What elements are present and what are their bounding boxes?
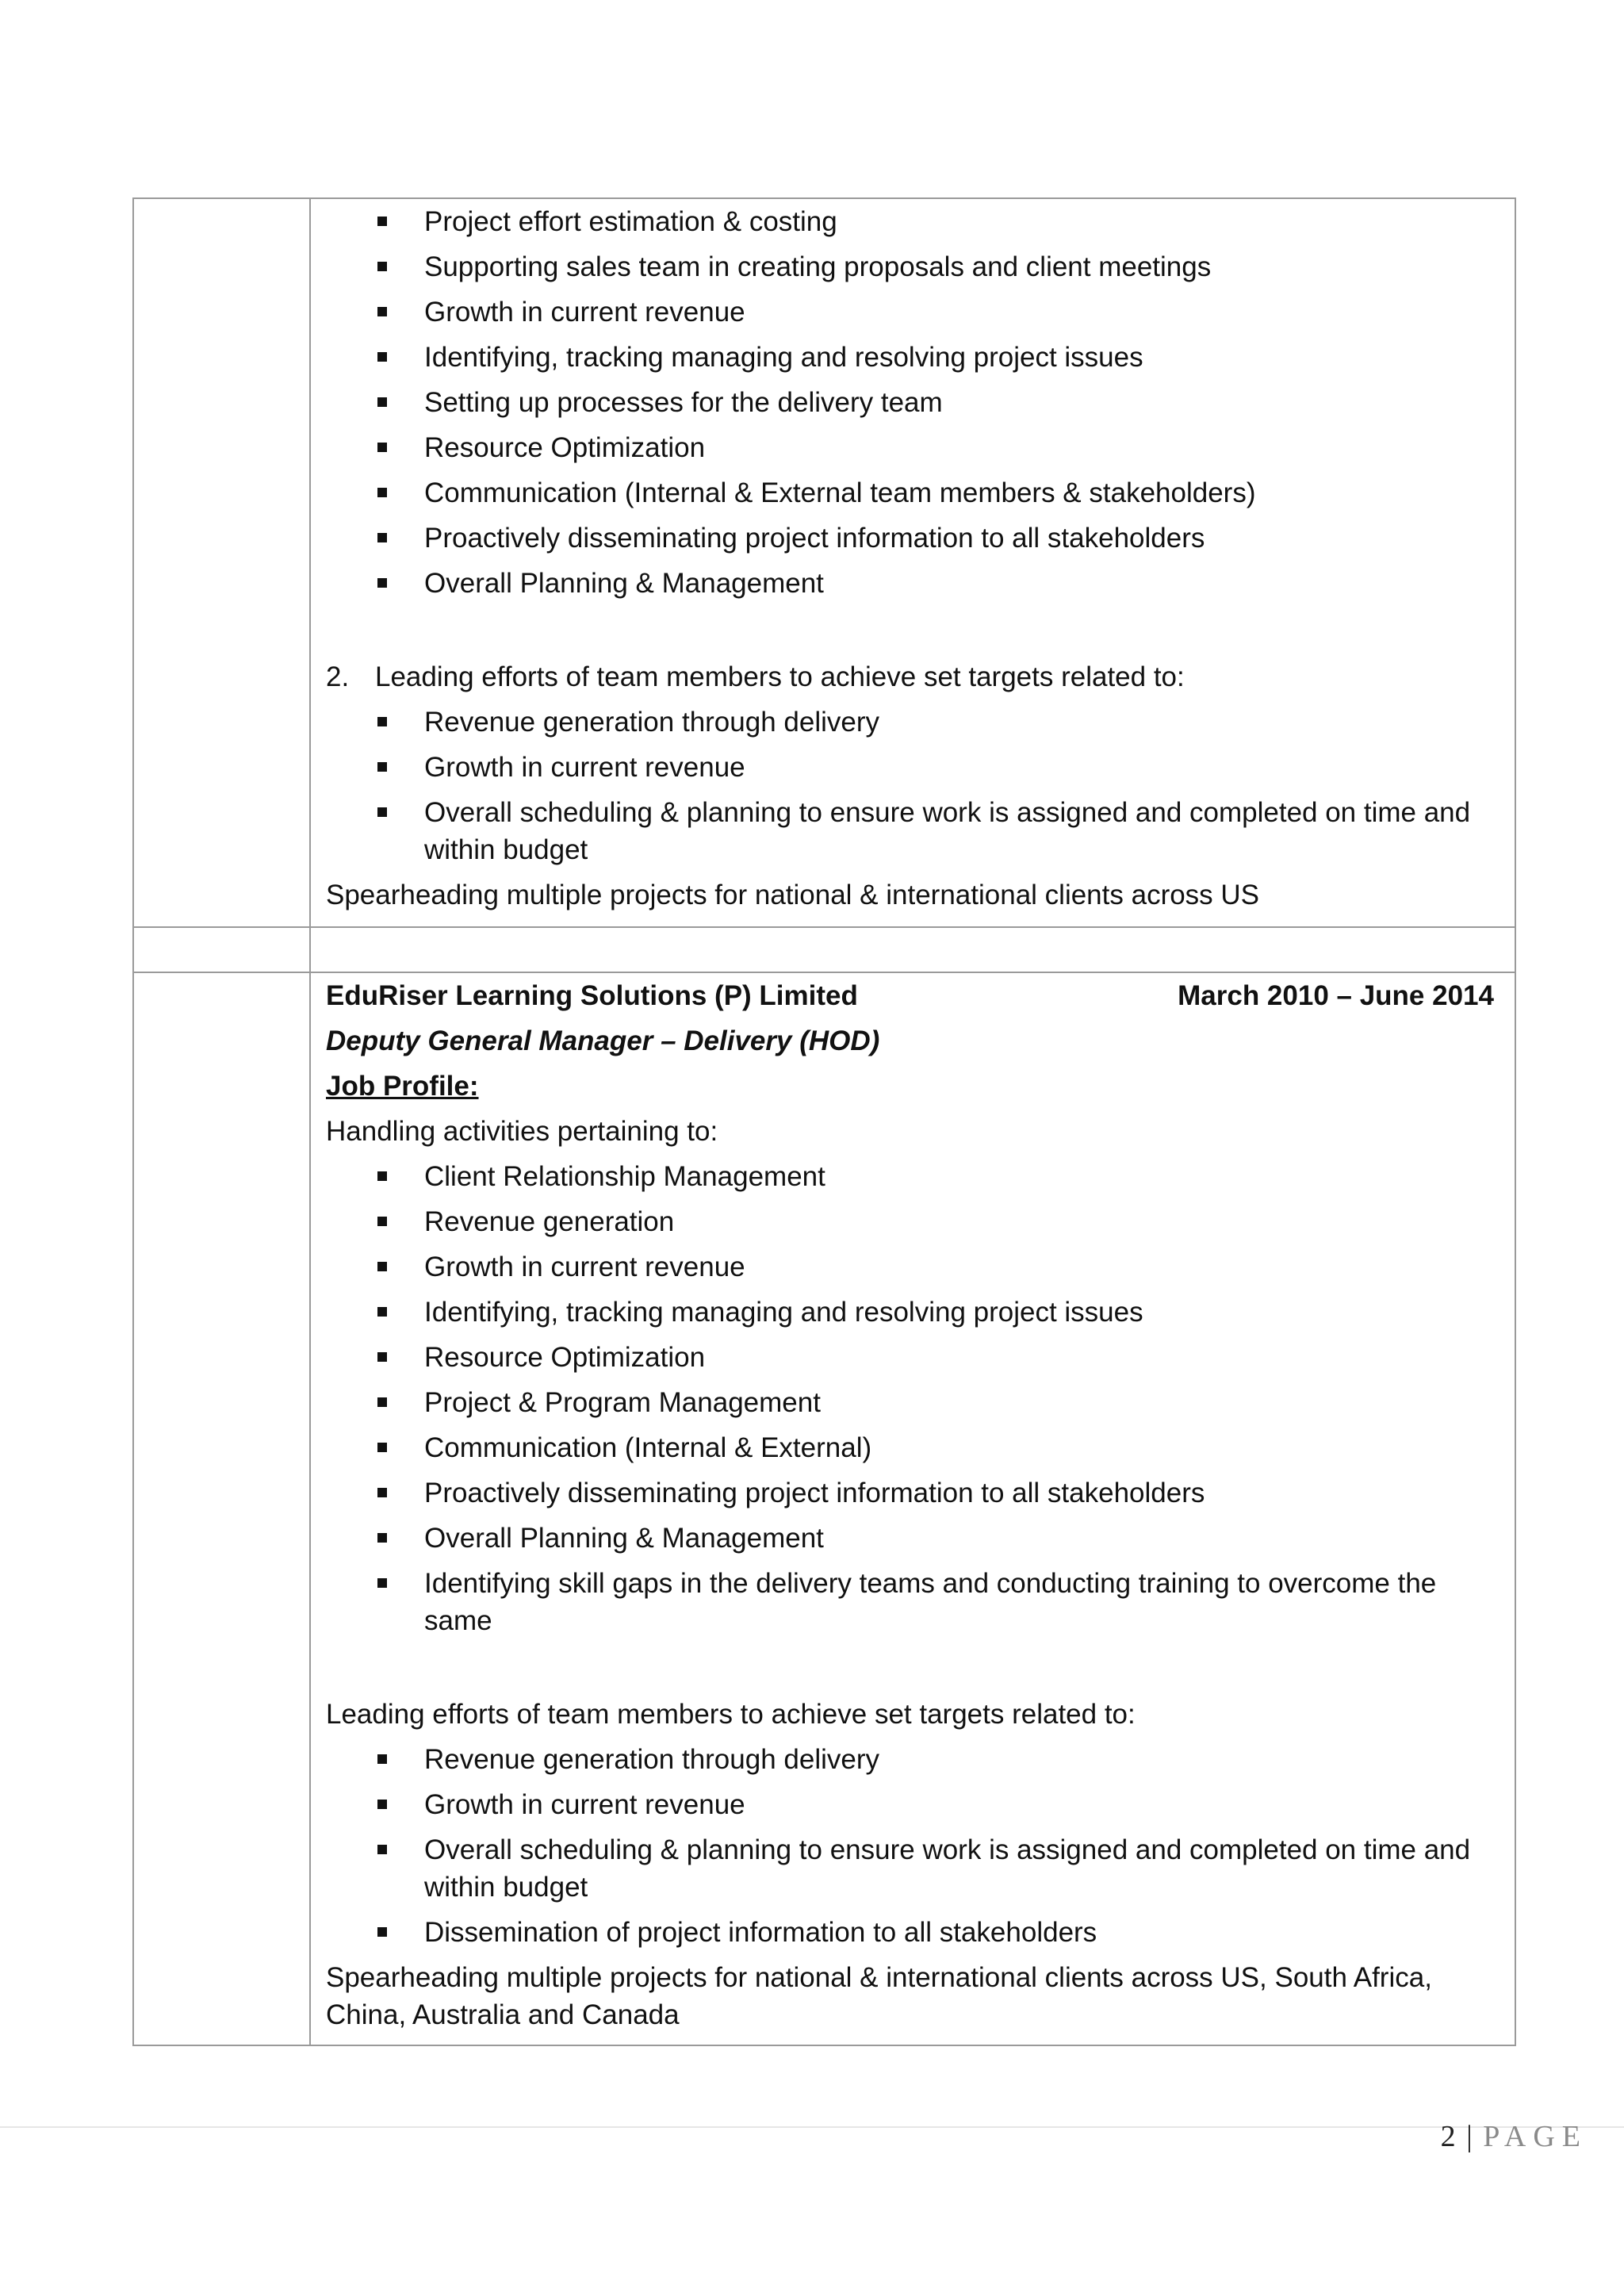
job-profile-label: Job Profile: bbox=[326, 1071, 479, 1102]
employment-dates: March 2010 – June 2014 bbox=[1178, 980, 1494, 1011]
list-item: Growth in current revenue bbox=[424, 1248, 1494, 1286]
closing-text: Spearheading multiple projects for national & international clients across US bbox=[326, 880, 1260, 910]
item-text: Leading efforts of team members to achieve set targets related to: bbox=[375, 661, 1185, 692]
list-item: Proactively disseminating project information to all stakeholders bbox=[424, 519, 1494, 557]
list-item: Revenue generation through delivery bbox=[424, 1741, 1494, 1778]
left-column-cell bbox=[133, 927, 310, 972]
table-row bbox=[133, 972, 1515, 2045]
page-label: PAGE bbox=[1483, 2120, 1588, 2153]
closing-text: Spearheading multiple projects for national & international clients across US, South Africa, China, Australia and Canada bbox=[326, 1962, 1432, 2030]
list-item: Overall Planning & Management bbox=[424, 565, 1494, 602]
list-item: Identifying, tracking managing and resolving project issues bbox=[424, 1294, 1494, 1331]
content-cell bbox=[310, 927, 1515, 972]
numbered-item bbox=[326, 658, 1494, 696]
left-column-cell bbox=[133, 972, 310, 2045]
list-item: Client Relationship Management bbox=[424, 1158, 1494, 1195]
list-item: Growth in current revenue bbox=[424, 293, 1494, 331]
table-row bbox=[133, 198, 1515, 927]
intro-text: Handling activities pertaining to: bbox=[326, 1116, 718, 1147]
company-header bbox=[326, 977, 1494, 1014]
table-row bbox=[133, 927, 1515, 972]
targets-list bbox=[326, 703, 1494, 868]
page-separator: | bbox=[1457, 2120, 1484, 2153]
list-item: Project & Program Management bbox=[424, 1384, 1494, 1421]
company-name: EduRiser Learning Solutions (P) Limited bbox=[326, 980, 858, 1011]
list-item: Setting up processes for the delivery team bbox=[424, 384, 1494, 421]
list-item: Project effort estimation & costing bbox=[424, 203, 1494, 240]
job-title: Deputy General Manager – Delivery (HOD) bbox=[326, 1025, 880, 1056]
list-item: Communication (Internal & External team members & stakeholders) bbox=[424, 474, 1494, 512]
list-item: Overall scheduling & planning to ensure work is assigned and completed on time and within budget bbox=[424, 1831, 1494, 1906]
list-item: Growth in current revenue bbox=[424, 1786, 1494, 1823]
list-item: Overall scheduling & planning to ensure work is assigned and completed on time and within budget bbox=[424, 794, 1494, 868]
targets-list bbox=[326, 1741, 1494, 1951]
responsibility-list bbox=[326, 203, 1494, 602]
left-column-cell bbox=[133, 198, 310, 927]
list-item: Revenue generation through delivery bbox=[424, 703, 1494, 741]
list-item: Revenue generation bbox=[424, 1203, 1494, 1240]
page-number: 2 bbox=[1440, 2120, 1457, 2153]
list-item: Proactively disseminating project information to all stakeholders bbox=[424, 1474, 1494, 1512]
list-item: Identifying skill gaps in the delivery teams and conducting training to overcome the same bbox=[424, 1565, 1494, 1639]
list-item: Communication (Internal & External) bbox=[424, 1429, 1494, 1466]
list-item: Supporting sales team in creating proposals and client meetings bbox=[424, 248, 1494, 286]
content-cell bbox=[310, 972, 1515, 2045]
footer-divider bbox=[0, 2126, 1624, 2128]
targets-text: Leading efforts of team members to achieve set targets related to: bbox=[326, 1699, 1136, 1730]
page-footer bbox=[1441, 2119, 1588, 2154]
list-item: Identifying, tracking managing and resolving project issues bbox=[424, 339, 1494, 376]
responsibility-list bbox=[326, 1158, 1494, 1639]
list-item: Dissemination of project information to all stakeholders bbox=[424, 1914, 1494, 1951]
list-item: Resource Optimization bbox=[424, 1339, 1494, 1376]
list-item: Resource Optimization bbox=[424, 429, 1494, 466]
list-item: Overall Planning & Management bbox=[424, 1520, 1494, 1557]
list-item: Growth in current revenue bbox=[424, 749, 1494, 786]
experience-table bbox=[132, 197, 1516, 2046]
item-number: 2. bbox=[326, 661, 350, 692]
content-cell bbox=[310, 198, 1515, 927]
